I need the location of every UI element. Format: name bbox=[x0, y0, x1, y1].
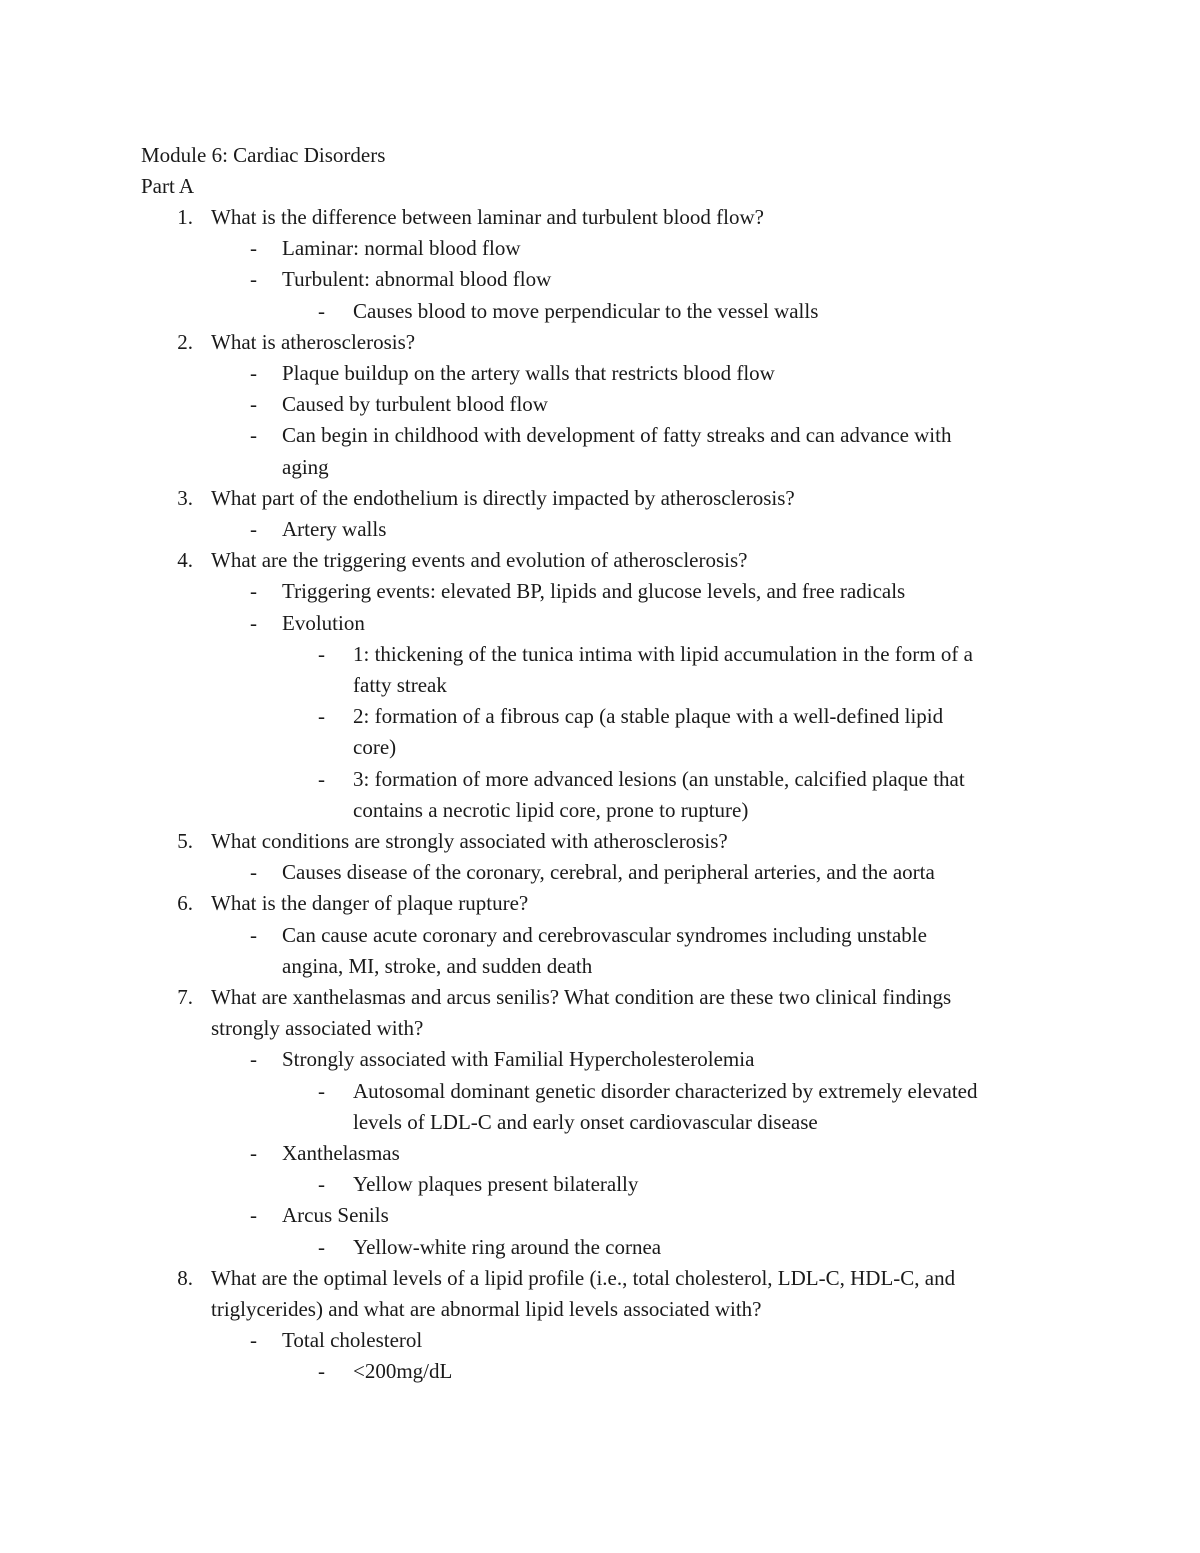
bullet-dash: - bbox=[250, 517, 257, 541]
question-text: What is atherosclerosis? bbox=[211, 330, 416, 354]
bullet-dash: - bbox=[250, 860, 257, 884]
answer-subitem: <200mg/dL bbox=[353, 1359, 453, 1383]
bullet-dash: - bbox=[250, 579, 257, 603]
bullet-dash: - bbox=[318, 1079, 325, 1103]
question-text: strongly associated with? bbox=[211, 1016, 424, 1040]
question-text: What is the danger of plaque rupture? bbox=[211, 891, 529, 915]
question-number: 5. bbox=[177, 829, 193, 853]
bullet-dash: - bbox=[318, 1235, 325, 1259]
answer-subitem: contains a necrotic lipid core, prone to rupture) bbox=[353, 798, 749, 822]
answer-item: Strongly associated with Familial Hypercholesterolemia bbox=[282, 1047, 755, 1071]
bullet-dash: - bbox=[318, 299, 325, 323]
question-text: What is the difference between laminar and turbulent blood flow? bbox=[211, 205, 764, 229]
answer-item: Triggering events: elevated BP, lipids and glucose levels, and free radicals bbox=[282, 579, 906, 603]
bullet-dash: - bbox=[250, 423, 257, 447]
answer-item: Can begin in childhood with development of fatty streaks and can advance with bbox=[282, 423, 952, 447]
answer-item: Arcus Senils bbox=[282, 1203, 389, 1227]
question-number: 8. bbox=[177, 1266, 193, 1290]
bullet-dash: - bbox=[318, 642, 325, 666]
answer-item: Caused by turbulent blood flow bbox=[282, 392, 548, 416]
question-number: 3. bbox=[177, 486, 193, 510]
answer-subitem: Causes blood to move perpendicular to the vessel walls bbox=[353, 299, 819, 323]
bullet-dash: - bbox=[250, 611, 257, 635]
question-text: What are xanthelasmas and arcus senilis? What condition are these two clinical findings bbox=[211, 985, 952, 1009]
answer-item: Laminar: normal blood flow bbox=[282, 236, 521, 260]
answer-subitem: core) bbox=[353, 735, 397, 759]
answer-subitem: 1: thickening of the tunica intima with lipid accumulation in the form of a bbox=[353, 642, 973, 666]
bullet-dash: - bbox=[318, 1359, 325, 1383]
answer-subitem: Yellow-white ring around the cornea bbox=[353, 1235, 662, 1259]
bullet-dash: - bbox=[250, 1141, 257, 1165]
question-number: 4. bbox=[177, 548, 193, 572]
question-number: 6. bbox=[177, 891, 193, 915]
answer-subitem: 3: formation of more advanced lesions (an unstable, calcified plaque that bbox=[353, 767, 965, 791]
answer-subitem: levels of LDL-C and early onset cardiovascular disease bbox=[353, 1110, 818, 1134]
bullet-dash: - bbox=[318, 1172, 325, 1196]
question-text: What part of the endothelium is directly impacted by atherosclerosis? bbox=[211, 486, 795, 510]
bullet-dash: - bbox=[250, 1047, 257, 1071]
question-text: triglycerides) and what are abnormal lipid levels associated with? bbox=[211, 1297, 762, 1321]
bullet-dash: - bbox=[250, 267, 257, 291]
question-number: 7. bbox=[177, 985, 193, 1009]
bullet-dash: - bbox=[250, 392, 257, 416]
bullet-dash: - bbox=[318, 767, 325, 791]
bullet-dash: - bbox=[250, 1328, 257, 1352]
question-number: 2. bbox=[177, 330, 193, 354]
answer-item: Artery walls bbox=[282, 517, 387, 541]
answer-item: Plaque buildup on the artery walls that restricts blood flow bbox=[282, 361, 775, 385]
answer-subitem: Autosomal dominant genetic disorder characterized by extremely elevated bbox=[353, 1079, 978, 1103]
bullet-dash: - bbox=[250, 361, 257, 385]
question-text: What are the triggering events and evolution of atherosclerosis? bbox=[211, 548, 748, 572]
answer-item: aging bbox=[282, 455, 329, 479]
answer-subitem: fatty streak bbox=[353, 673, 447, 697]
answer-subitem: Yellow plaques present bilaterally bbox=[353, 1172, 639, 1196]
question-text: What conditions are strongly associated with atherosclerosis? bbox=[211, 829, 728, 853]
answer-item: angina, MI, stroke, and sudden death bbox=[282, 954, 593, 978]
section-heading: Part A bbox=[141, 174, 195, 198]
question-number: 1. bbox=[177, 205, 193, 229]
answer-item: Total cholesterol bbox=[282, 1328, 423, 1352]
answer-item: Xanthelasmas bbox=[282, 1141, 400, 1165]
answer-item: Can cause acute coronary and cerebrovascular syndromes including unstable bbox=[282, 923, 927, 947]
question-text: What are the optimal levels of a lipid profile (i.e., total cholesterol, LDL-C, HDL-C, and bbox=[211, 1266, 956, 1290]
answer-item: Evolution bbox=[282, 611, 365, 635]
bullet-dash: - bbox=[250, 236, 257, 260]
bullet-dash: - bbox=[250, 1203, 257, 1227]
bullet-dash: - bbox=[318, 704, 325, 728]
answer-subitem: 2: formation of a fibrous cap (a stable plaque with a well-defined lipid bbox=[353, 704, 944, 728]
bullet-dash: - bbox=[250, 923, 257, 947]
document-title: Module 6: Cardiac Disorders bbox=[141, 143, 386, 167]
answer-item: Turbulent: abnormal blood flow bbox=[282, 267, 552, 291]
answer-item: Causes disease of the coronary, cerebral, and peripheral arteries, and the aorta bbox=[282, 860, 935, 884]
